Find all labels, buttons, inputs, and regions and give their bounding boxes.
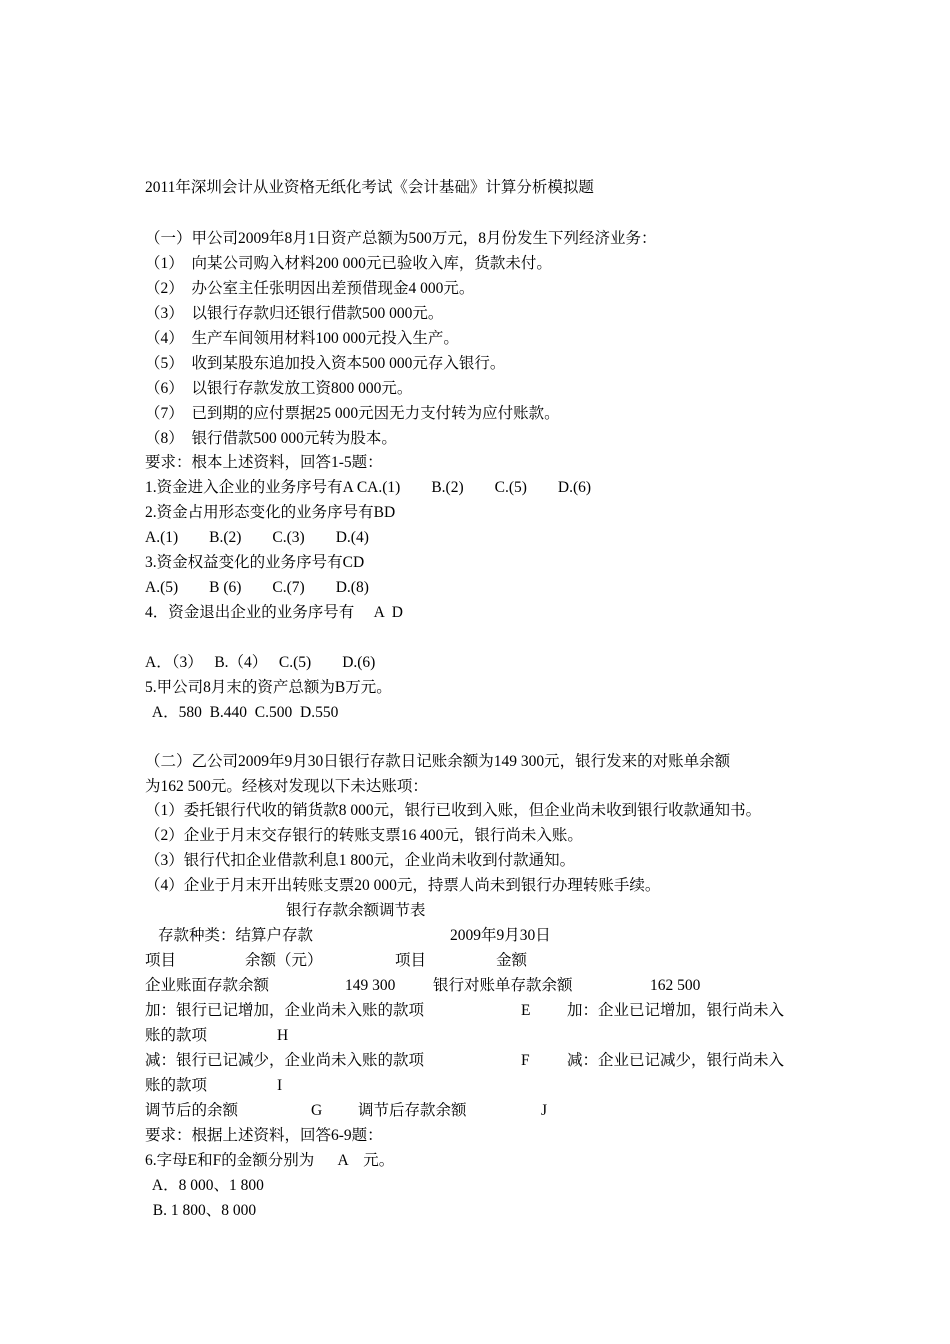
question-3: 3.资金权益变化的业务序号有CD bbox=[145, 554, 365, 571]
part2-item: （4）企业于月末开出转账支票20 000元，持票人尚未到银行办理转账手续。 bbox=[145, 877, 661, 894]
row3-left-value: F bbox=[521, 1052, 530, 1069]
col-header-amount: 余额（元） bbox=[245, 952, 323, 969]
row1-right-value: 162 500 bbox=[650, 977, 701, 994]
document-title: 2011年深圳会计从业资格无纸化考试《会计基础》计算分析模拟题 bbox=[145, 179, 594, 196]
question-2: 2.资金占用形态变化的业务序号有BD bbox=[145, 504, 396, 521]
part2-intro-cont: 为162 500元。经核对发现以下未达账项： bbox=[145, 778, 428, 795]
row2-right-label: 加：企业已记增加，银行尚未入 bbox=[567, 1002, 785, 1019]
question-6: 6.字母E和F的金额分别为 A 元。 bbox=[145, 1152, 395, 1169]
deposit-type: 存款种类：结算户存款 bbox=[158, 927, 314, 944]
question-4: 4．资金退出企业的业务序号有 A D bbox=[145, 604, 403, 621]
col-header-item: 项目 bbox=[145, 952, 177, 969]
row4-right-label: 调节后存款余额 bbox=[358, 1102, 467, 1119]
row1-left-label: 企业账面存款余额 bbox=[145, 977, 270, 994]
part1-item: （6） 以银行存款发放工资800 000元。 bbox=[145, 380, 413, 397]
question-6-option-b: B. 1 800、8 000 bbox=[145, 1202, 257, 1219]
question-6-option-a: A．8 000、1 800 bbox=[145, 1177, 264, 1194]
part2-item: （3）银行代扣企业借款利息1 800元，企业尚未收到付款通知。 bbox=[145, 852, 576, 869]
row2-left-label: 加：银行已记增加，企业尚未入账的款项 bbox=[145, 1002, 425, 1019]
col-header-item-2: 项目 bbox=[395, 952, 427, 969]
question-1: 1.资金进入企业的业务序号有A CA.(1) B.(2) C.(5) D.(6) bbox=[145, 479, 592, 496]
part1-item: （8） 银行借款500 000元转为股本。 bbox=[145, 430, 397, 447]
part1-requirement: 要求：根本上述资料，回答1-5题： bbox=[145, 454, 383, 471]
row2-right-label-cont: 账的款项 bbox=[145, 1027, 208, 1044]
row2-right-value: H bbox=[277, 1027, 289, 1044]
part1-item: （3） 以银行存款归还银行借款500 000元。 bbox=[145, 305, 444, 322]
table-title: 银行存款余额调节表 bbox=[286, 902, 426, 919]
row3-left-label: 减：银行已记减少，企业尚未入账的款项 bbox=[145, 1052, 425, 1069]
part1-item: （5） 收到某股东追加投入资本500 000元存入银行。 bbox=[145, 355, 506, 372]
part1-item: （4） 生产车间领用材料100 000元投入生产。 bbox=[145, 330, 459, 347]
part1-intro: （一）甲公司2009年8月1日资产总额为500万元，8月份发生下列经济业务： bbox=[145, 230, 657, 247]
row4-right-value: J bbox=[541, 1102, 548, 1119]
row1-left-value: 149 300 bbox=[345, 977, 396, 994]
row1-right-label: 银行对账单存款余额 bbox=[433, 977, 573, 994]
table-date: 2009年9月30日 bbox=[450, 927, 551, 944]
row4-left-value: G bbox=[311, 1102, 323, 1119]
row4-left-label: 调节后的余额 bbox=[145, 1102, 239, 1119]
question-5-options: A．580 B.440 C.500 D.550 bbox=[145, 704, 339, 721]
part2-requirement: 要求：根据上述资料，回答6-9题： bbox=[145, 1127, 383, 1144]
question-4-options: A．（3） B.（4） C.(5) D.(6) bbox=[145, 654, 376, 671]
part1-item: （7） 已到期的应付票据25 000元因无力支付转为应付账款。 bbox=[145, 405, 560, 422]
row3-right-value: I bbox=[277, 1077, 283, 1094]
row3-right-label-cont: 账的款项 bbox=[145, 1077, 208, 1094]
part2-item: （1）委托银行代收的销货款8 000元，银行已收到入账，但企业尚未收到银行收款通知书。 bbox=[145, 802, 762, 819]
part2-intro: （二）乙公司2009年9月30日银行存款日记账余额为149 300元，银行发来的对账单余额 bbox=[145, 753, 731, 770]
row2-left-value: E bbox=[521, 1002, 531, 1019]
col-header-amount-2: 金额 bbox=[496, 952, 528, 969]
part2-item: （2）企业于月末交存银行的转账支票16 400元，银行尚未入账。 bbox=[145, 827, 583, 844]
question-3-options: A.(5) B (6) C.(7) D.(8) bbox=[145, 579, 369, 596]
row3-right-label: 减：企业已记减少，银行尚未入 bbox=[567, 1052, 785, 1069]
part1-item: （1） 向某公司购入材料200 000元已验收入库，货款未付。 bbox=[145, 255, 552, 272]
part1-item: （2） 办公室主任张明因出差预借现金4 000元。 bbox=[145, 280, 475, 297]
question-2-options: A.(1) B.(2) C.(3) D.(4) bbox=[145, 529, 369, 546]
question-5: 5.甲公司8月末的资产总额为B万元。 bbox=[145, 679, 392, 696]
